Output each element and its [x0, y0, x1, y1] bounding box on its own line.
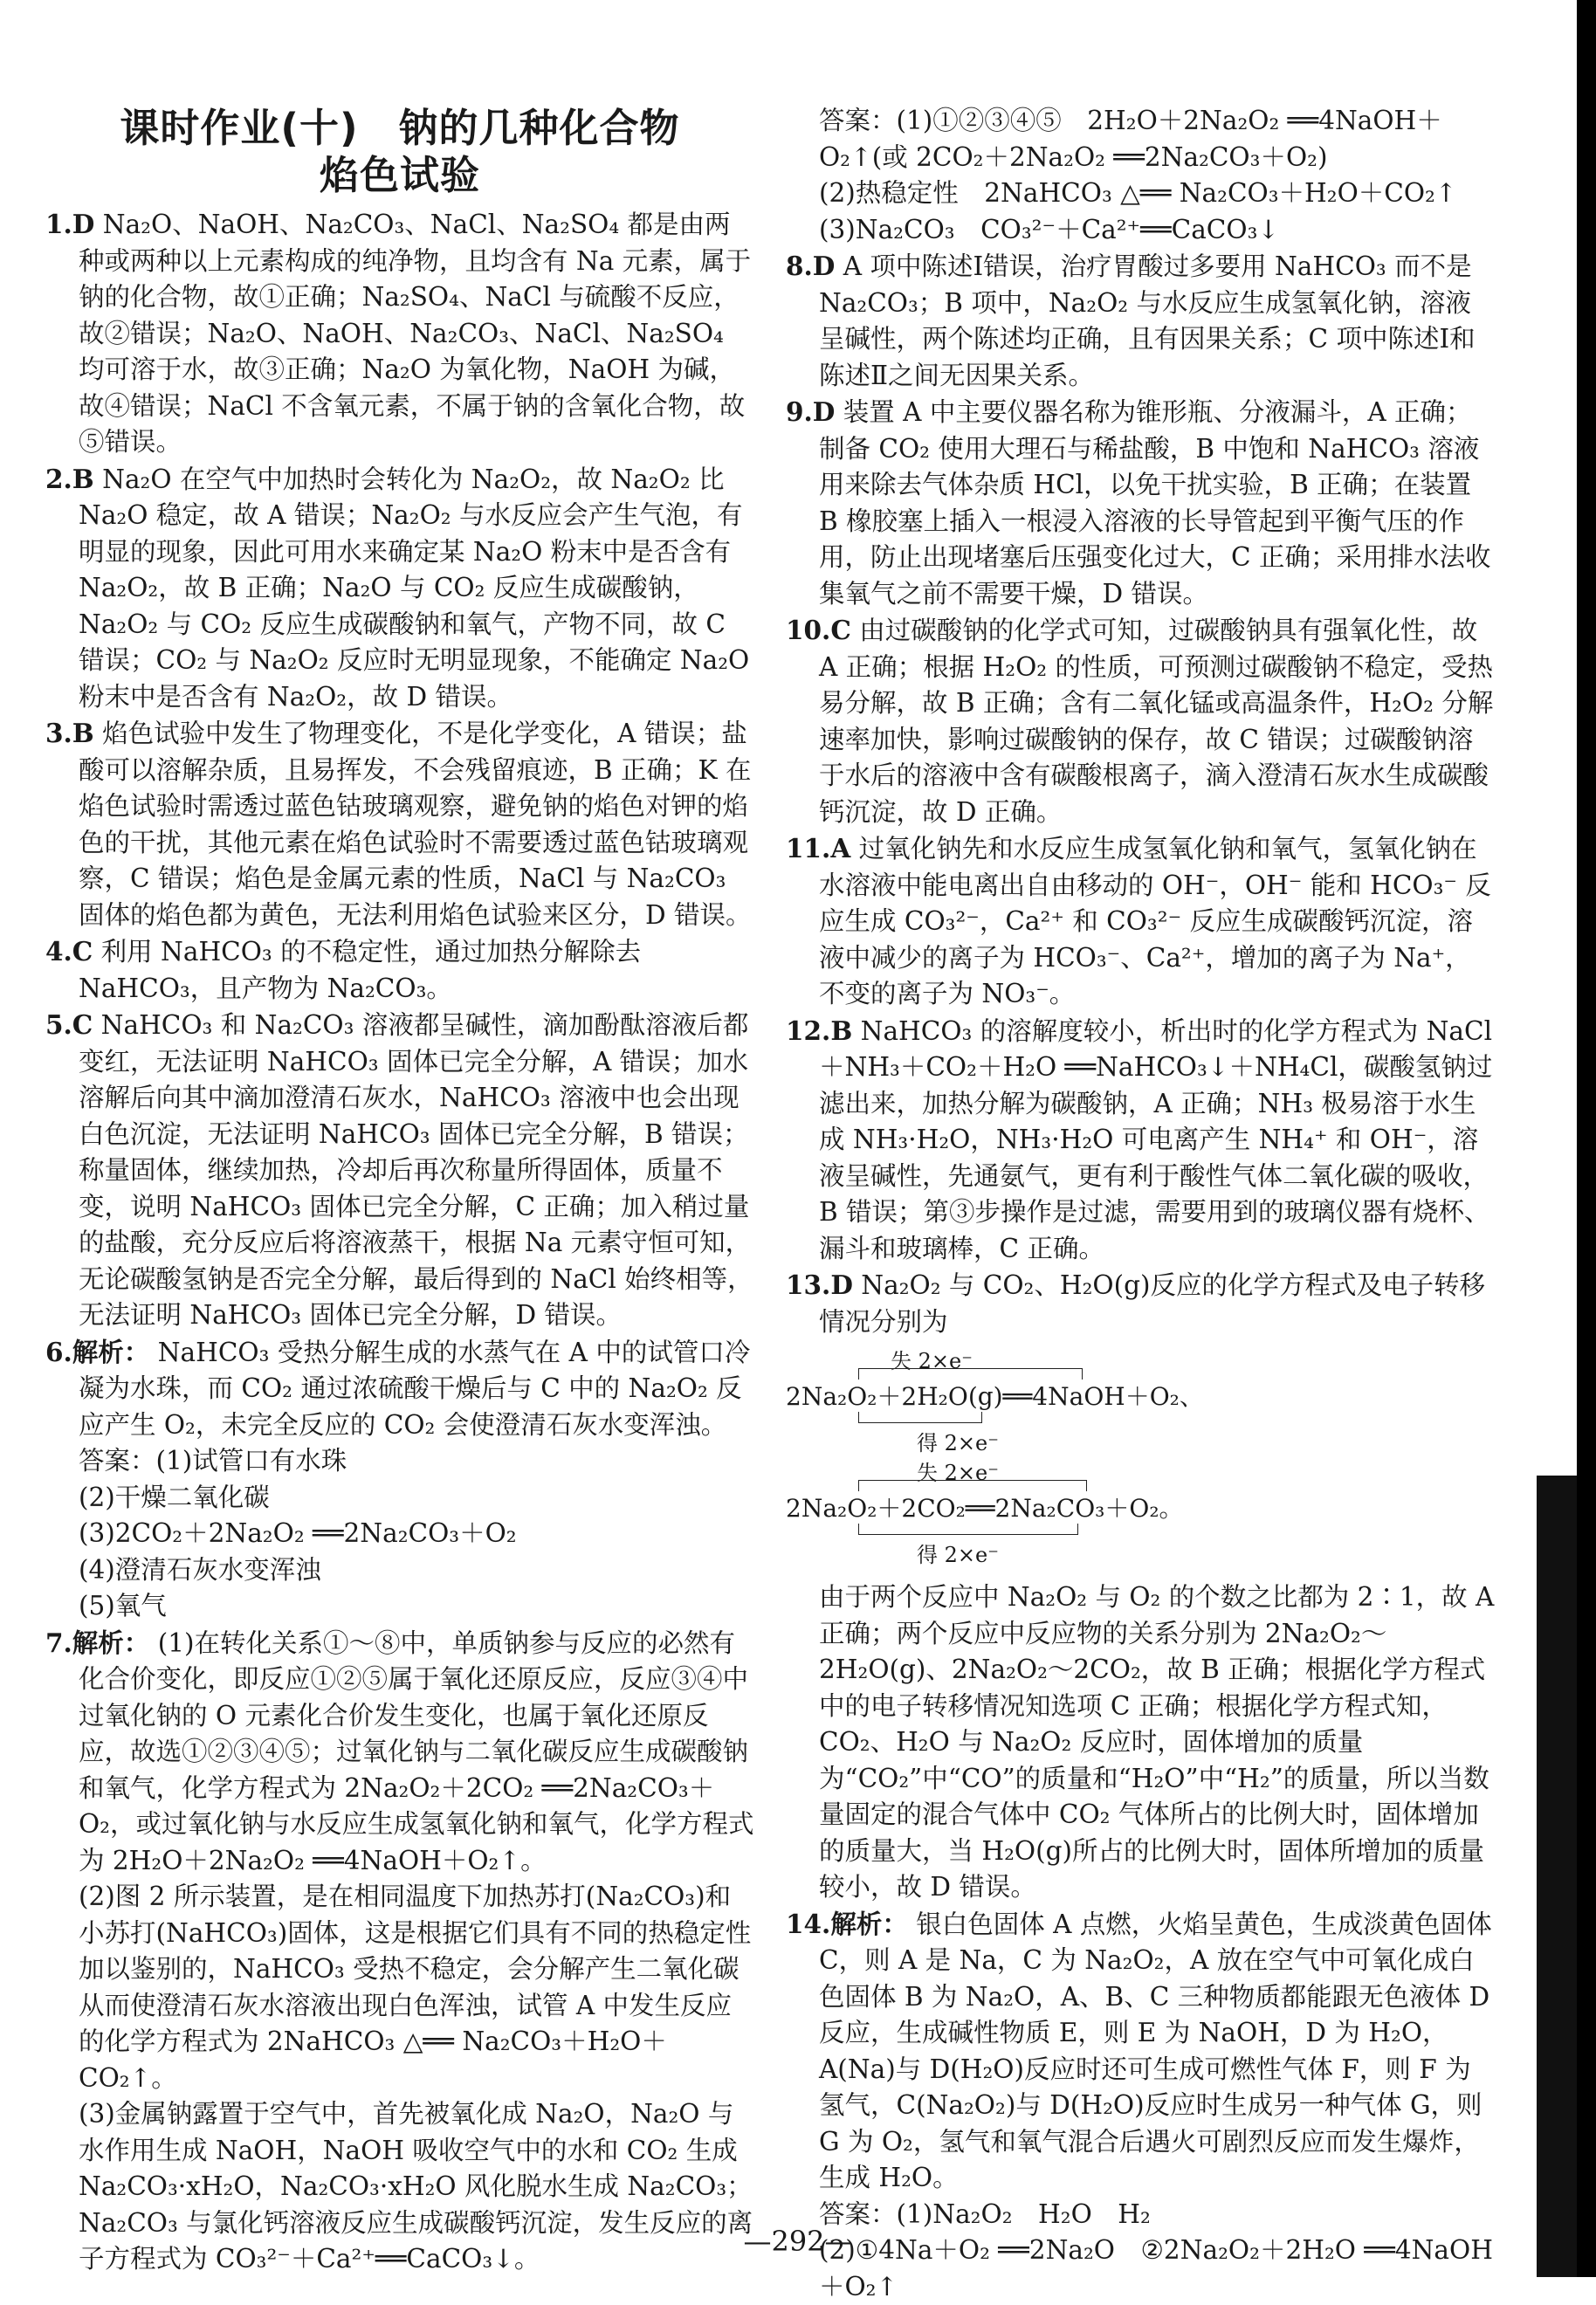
- scan-edge: [1577, 0, 1596, 2277]
- answer-text: (1)在转化关系①～⑧中，单质钠参与反应的必然有化合价变化，即反应①②⑤属于氧化还原反应，反应③④中过氧化钠的 O 元素化合价发生变化，也属于氧化还原反应，故选①②③④⑤；过氧化钠与二氧化碳反应生成碳酸钠和氧气，化学方程式为 2Na₂O₂＋2CO₂ ══2Na₂CO₃＋O₂，或过氧化钠与水反应生成氢氧化钠和氧气，化学方程式为 2H₂O＋2Na₂O₂ ══4NaOH＋O₂↑。: [79, 1627, 754, 1875]
- answer-paragraph: 由于两个反应中 Na₂O₂ 与 O₂ 的个数之比都为 2∶1，故 A 正确；两个反应中反应物的关系分别为 2Na₂O₂～2H₂O(g)、2Na₂O₂～2CO₂，故 B 正确；根据化学方程式中的电子转移情况知选项 C 正确；根据化学方程式知，CO₂、H₂O 与 Na₂O₂ 反应时，固体增加的质量为“CO₂”中“CO”的质量和“H₂O”中“H₂”的质量，所以当数量固定的混合气体中 CO₂ 气体所占的比例大时，固体增加的质量大，当 H₂O(g)所占的比例大时，固体所增加的质量较小，故 D 错误。: [819, 1582, 1495, 1902]
- answer-paragraph: (2)图 2 所示装置，是在相同温度下加热苏打(Na₂CO₃)和小苏打(NaHCO₃)固体，这是根据它们具有不同的热稳定性加以鉴别的，NaHCO₃ 受热不稳定，会分解产生二氧化碳从而使澄清石灰水溶液出现白色浑浊，试管 A 中发生反应的化学方程式为 2NaHCO₃ △══ Na₂CO₃＋H₂O＋CO₂↑。: [79, 1882, 752, 2093]
- answer-paragraph: (2)①4Na＋O₂ ══2Na₂O ②2Na₂O₂＋2H₂O ══4NaOH＋O₂↑: [819, 2235, 1493, 2302]
- answer-number: 5.C: [45, 1009, 93, 1040]
- eq2-gain-label: 得 2×e⁻: [917, 1543, 999, 1567]
- answer-number: 1.D: [45, 209, 95, 239]
- left-column: [45, 105, 754, 2278]
- answer-text: NaHCO₃ 的溶解度较小，析出时的化学方程式为 NaCl＋NH₃＋CO₂＋H₂O ══NaHCO₃↓＋NH₄Cl，碳酸氢钠过滤出来，加热分解为碳酸钠，A 正确；NH₃ 极易溶于水生成 NH₃·H₂O，NH₃·H₂O 可电离产生 NH₄⁺ 和 OH⁻，溶液呈碱性，先通氨气，更有利于酸性气体二氧化碳的吸收，B 错误；第③步操作是过滤，需要用到的玻璃仪器有烧杯、漏斗和玻璃棒，C 正确。: [819, 1015, 1493, 1263]
- answer-paragraph: (2)热稳定性 2NaHCO₃ △══ Na₂CO₃＋H₂O＋CO₂↑: [819, 178, 1457, 208]
- answer-item: [786, 1013, 1495, 1268]
- answer-number: 11.A: [786, 833, 851, 864]
- answer-number: 10.C: [786, 615, 851, 645]
- answer-number: 4.C: [45, 936, 93, 967]
- left-answers: [45, 206, 754, 2278]
- answer-item: [786, 612, 1495, 830]
- answer-text: 装置 A 中主要仪器名称为锥形瓶、分液漏斗，A 正确；制备 CO₂ 使用大理石与稀盐酸，B 中饱和 NaHCO₃ 溶液用来除去气体杂质 HCl，以免干扰实验，B 正确；在装置 B 橡胶塞上插入一根浸入溶液的长导管起到平衡气压的作用，防止出现堵塞后压强变化过大，C 正确；采用排水法收集氧气之前不需要干燥，D 错误。: [819, 397, 1491, 609]
- answer-paragraph: 答案：(1)①②③④⑤ 2H₂O＋2Na₂O₂ ══4NaOH＋O₂↑(或 2CO₂＋2Na₂O₂ ══2Na₂CO₃＋O₂): [819, 106, 1442, 172]
- answer-item: [786, 394, 1495, 612]
- answer-text: 焰色试验中发生了物理变化，不是化学变化，A 错误；盐酸可以溶解杂质，且易挥发，不会残留痕迹，B 正确；K 在焰色试验时需透过蓝色钴玻璃观察，避免钠的焰色对钾的焰色的干扰，其他元素在焰色试验时不需要透过蓝色钴玻璃观察，C 错误；焰色是金属元素的性质，NaCl 与 Na₂CO₃ 固体的焰色都为黄色，无法利用焰色试验来区分，D 错误。: [79, 719, 752, 930]
- answer-number: 14.解析：: [786, 1908, 908, 1939]
- answer-text: Na₂O₂ 与 CO₂、H₂O(g)反应的化学方程式及电子转移情况分别为: [819, 1270, 1486, 1337]
- page-title: [45, 105, 754, 199]
- answer-text: 利用 NaHCO₃ 的不稳定性，通过加热分解除去 NaHCO₃，且产物为 Na₂CO₃。: [79, 937, 642, 1003]
- scan-edge-lower: [1537, 1476, 1577, 2277]
- answer-item: [45, 461, 754, 716]
- answer-item: [786, 1267, 1495, 1340]
- equation-1: 2Na₂O₂＋2H₂O(g)══4NaOH＋O₂、: [786, 1382, 1204, 1411]
- right-column: [786, 103, 1495, 2305]
- right-answers-bottom: [786, 1579, 1495, 2305]
- answer-number: 8.D: [786, 251, 836, 281]
- answer-paragraph: 答案：(1)Na₂O₂ H₂O H₂: [819, 2198, 1151, 2229]
- title-line-2: 焰色试验: [319, 152, 480, 198]
- answer-paragraph: (3)2CO₂＋2Na₂O₂ ══2Na₂CO₃＋O₂: [79, 1518, 517, 1548]
- answer-text: NaHCO₃ 受热分解生成的水蒸气在 A 中的试管口冷凝为水珠，而 CO₂ 通过浓硫酸干燥后与 C 中的 Na₂O₂ 反应产生 O₂，未完全反应的 CO₂ 会使澄清石灰水变浑浊。: [79, 1337, 751, 1440]
- answer-text: Na₂O 在空气中加热时会转化为 Na₂O₂，故 Na₂O₂ 比 Na₂O 稳定，故 A 错误；Na₂O₂ 与水反应会产生气泡，有明显的现象，因此可用水来确定某 Na₂O 粉末中是否含有 Na₂O₂，故 B 正确；Na₂O 与 CO₂ 反应生成碳酸钠，Na₂O₂ 与 CO₂ 反应生成碳酸钠和氧气，产物不同，故 C 错误；CO₂ 与 Na₂O₂ 反应时无明显现象，不能确定 Na₂O 粉末中是否含有 Na₂O₂，故 D 错误。: [79, 464, 750, 712]
- eq1-lose-label: 失 2×e⁻: [891, 1349, 973, 1373]
- answer-item: [45, 1334, 754, 1444]
- answer-number: 3.B: [45, 718, 94, 748]
- answer-paragraph: (3)Na₂CO₃ CO₃²⁻＋Ca²⁺══CaCO₃↓: [819, 214, 1280, 244]
- answer-text: A 项中陈述Ⅰ错误，治疗胃酸过多要用 NaHCO₃ 而不是 Na₂CO₃；B 项中，Na₂O₂ 与水反应生成氢氧化钠，溶液呈碱性，两个陈述均正确，且有因果关系；C 项中陈述Ⅰ和陈述Ⅱ之间无因果关系。: [819, 251, 1476, 390]
- answer-item: [786, 830, 1495, 1013]
- answer-item: [786, 248, 1495, 394]
- answer-number: 13.D: [786, 1269, 853, 1300]
- answer-paragraph: (4)澄清石灰水变浑浊: [79, 1554, 321, 1585]
- page-number: —292—: [743, 2225, 853, 2258]
- answer-item: [45, 715, 754, 933]
- eq1-gain-label: 得 2×e⁻: [917, 1431, 999, 1455]
- eq2-bottom-bracket: [858, 1524, 1078, 1535]
- answer-item: [45, 1625, 754, 1880]
- eq2-lose-label: 失 2×e⁻: [917, 1461, 999, 1485]
- title-line-1: 课时作业(十) 钠的几种化合物: [120, 105, 680, 151]
- answer-number: 7.解析：: [45, 1627, 150, 1658]
- answer-text: 银白色固体 A 点燃，火焰呈黄色，生成淡黄色固体 C，则 A 是 Na，C 为 Na₂O₂，A 放在空气中可氧化成白色固体 B 为 Na₂O，A、B、C 三种物质都能跟无色液体 D 反应，生成碱性物质 E，则 E 为 NaOH，D 为 H₂O，A(Na)与 D(H₂O)反应时还可生成可燃性气体 F，则 F 为氢气，C(Na₂O₂)与 D(H₂O)反应时生成另一种气体 G，则 G 为 O₂，氢气和氧气混合后遇火可剧烈反应而发生爆炸，生成 H₂O。: [819, 1909, 1492, 2192]
- answer-text: Na₂O、NaOH、Na₂CO₃、NaCl、Na₂SO₄ 都是由两种或两种以上元素构成的纯净物，且均含有 Na 元素，属于钠的化合物，故①正确；Na₂SO₄、NaCl 与硫酸不反应，故②错误；Na₂O、NaOH、Na₂CO₃、NaCl、Na₂SO₄ 均可溶于水，故③正确；Na₂O 为氧化物，NaOH 为碱，故④错误；NaCl 不含氧元素，不属于钠的含氧化合物，故⑤错误。: [79, 210, 752, 457]
- right-answers-top: [786, 103, 1495, 1340]
- answer-number: 2.B: [45, 463, 94, 494]
- answer-item: [45, 1007, 754, 1334]
- answer-text: NaHCO₃ 和 Na₂CO₃ 溶液都呈碱性，滴加酚酞溶液后都变红，无法证明 NaHCO₃ 固体已完全分解，A 错误；加水溶解后向其中滴加澄清石灰水，NaHCO₃ 溶液中也会出现白色沉淀，无法证明 NaHCO₃ 固体已完全分解，B 错误；称量固体，继续加热，冷却后再次称量所得固体，质量不变，说明 NaHCO₃ 固体已完全分解，C 正确；加入稍过量的盐酸，充分反应后将溶液蒸干，根据 Na 元素守恒可知，无论碳酸氢钠是否完全分解，最后得到的 NaCl 始终相等，无法证明 NaHCO₃ 固体已完全分解，D 错误。: [79, 1010, 753, 1330]
- electron-transfer-diagram-2: [786, 1455, 1495, 1567]
- answer-item: [45, 206, 754, 461]
- answer-paragraph: 答案：(1)试管口有水珠: [79, 1446, 347, 1476]
- answer-text: 由过碳酸钠的化学式可知，过碳酸钠具有强氧化性，故 A 正确；根据 H₂O₂ 的性质，可预测过碳酸钠不稳定，受热易分解，故 B 正确；含有二氧化锰或高温条件，H₂O₂ 分解速率加快，影响过碳酸钠的保存，故 C 错误；过碳酸钠溶于水后的溶液中含有碳酸根离子，滴入澄清石灰水生成碳酸钙沉淀，故 D 正确。: [819, 616, 1494, 827]
- answer-number: 6.解析：: [45, 1336, 150, 1367]
- answer-text: 过氧化钠先和水反应生成氢氧化钠和氧气，氢氧化钠在水溶液中能电离出自由移动的 OH⁻，OH⁻ 能和 HCO₃⁻ 反应生成 CO₃²⁻，Ca²⁺ 和 CO₃²⁻ 反应生成碳酸钙沉淀，溶液中减少的离子为 HCO₃⁻、Ca²⁺，增加的离子为 Na⁺，不变的离子为 NO₃⁻。: [819, 834, 1491, 1008]
- answer-number: 12.B: [786, 1015, 853, 1046]
- answer-item: [45, 933, 754, 1007]
- answer-paragraph: (2)干燥二氧化碳: [79, 1482, 270, 1512]
- eq1-bottom-bracket: [858, 1412, 982, 1423]
- answer-number: 9.D: [786, 396, 836, 427]
- answer-paragraph: (5)氧气: [79, 1591, 167, 1620]
- equation-2: 2Na₂O₂＋2CO₂══2Na₂CO₃＋O₂。: [786, 1494, 1184, 1523]
- answer-paragraph: (3)金属钠露置于空气中，首先被氧化成 Na₂O，Na₂O 与水作用生成 NaOH，NaOH 吸收空气中的水和 CO₂ 生成 Na₂CO₃·xH₂O，Na₂CO₃·xH₂O 风化脱水生成 Na₂CO₃；Na₂CO₃ 与氯化钙溶液反应生成碳酸钙沉淀，发生反应的离子方程式为 CO₃²⁻＋Ca²⁺══CaCO₃↓。: [79, 2099, 753, 2274]
- answer-item: [786, 1906, 1495, 2197]
